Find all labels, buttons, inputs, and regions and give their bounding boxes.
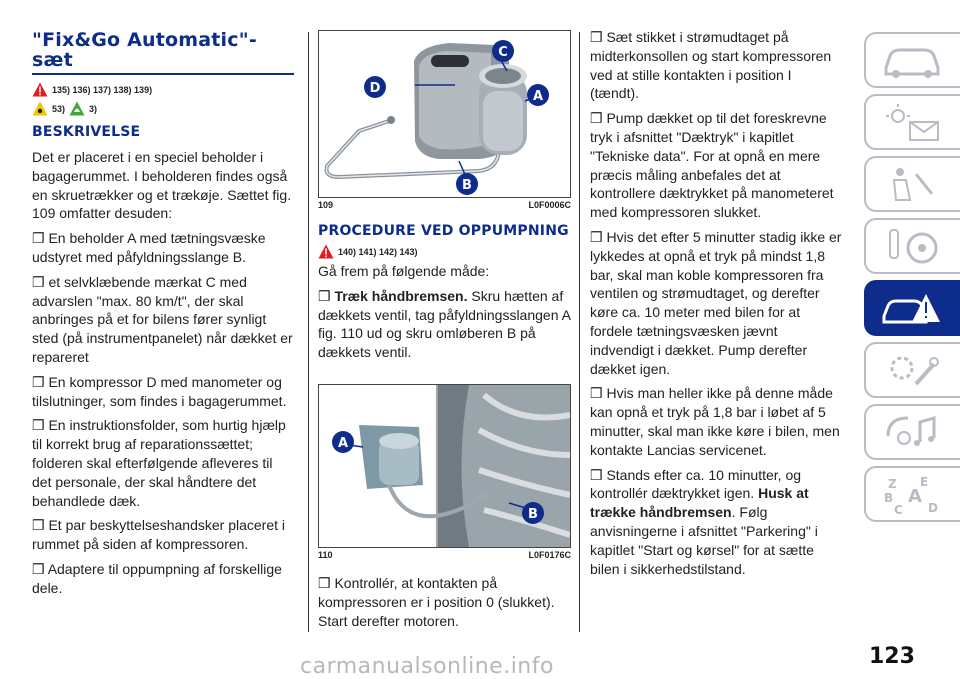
svg-text:D: D <box>369 81 381 96</box>
kit-item: ❒ et selvklæbende mærkat C med advarslen "max. 80 km/t", der skal anbringes på et for bilens fører synligt sted (på instrumentpanelet) når dækket er repareret <box>32 273 293 365</box>
warning-references-row <box>318 243 571 260</box>
chapter-tab-index[interactable] <box>864 466 960 522</box>
warning-refs: 135) 136) 137) 138) 139) <box>52 84 153 95</box>
svg-text:A: A <box>908 486 922 507</box>
key-steering-icon <box>880 226 944 268</box>
page-number: 123 <box>869 644 915 669</box>
chapter-tab-emergency[interactable] <box>864 280 960 336</box>
car-emergency-icon <box>880 288 944 330</box>
page-title: "Fix&Go Automatic"-sæt <box>32 29 257 71</box>
procedure-step: ❒ Hvis det efter 5 minutter stadig ikke er lykkedes at opnå et tryk på mindst 1,8 bar, skal man koble kompressoren fra ventilen og strømudtaget, og derefter køre ca. 10 meter med bilen for at fordele tætningsvæsken jævnt indvendigt i dækket. Pump derefter dækket igen. <box>590 228 842 377</box>
figure-number: 109 <box>318 200 334 210</box>
figure-109-caption <box>318 200 571 210</box>
kit-item: ❒ Adaptere til oppumpning af forskellige dele. <box>32 560 282 596</box>
kit-item: ❒ En kompressor D med manometer og tilslutninger, som findes i bagagerummet. <box>32 373 287 409</box>
svg-text:E: E <box>920 475 929 489</box>
column-left <box>32 30 294 604</box>
warning-triangle-icon <box>318 244 334 259</box>
figure-109 <box>318 30 571 198</box>
column-middle <box>318 30 571 636</box>
notice-triangle-icon <box>32 101 48 116</box>
chapter-tab-dashboard[interactable] <box>864 94 960 150</box>
kit-item: ❒ En beholder A med tætningsvæske udstyret med påfyldningsslange B. <box>32 230 266 265</box>
notice-references-row <box>32 100 294 117</box>
checkbox-bullet: ❒ <box>32 373 45 390</box>
section-heading-description: BESKRIVELSE <box>32 124 141 140</box>
svg-text:C: C <box>498 45 508 60</box>
kit-item: ❒ Et par beskyttelseshandsker placeret i rummet på siden af kompressoren. <box>32 517 286 553</box>
column-divider <box>308 32 309 632</box>
svg-text:A: A <box>337 435 349 451</box>
notice-refs-a: 53) <box>52 103 66 114</box>
column-divider <box>579 32 580 632</box>
warning-triangle-icon <box>32 82 48 97</box>
site-watermark: carmanualsonline.info <box>300 654 554 679</box>
chapter-tab-safety[interactable] <box>864 156 960 212</box>
svg-text:Z: Z <box>888 477 897 491</box>
checkbox-bullet: ❒ <box>590 228 603 245</box>
checkbox-bullet: ❒ <box>318 287 331 304</box>
chapter-tab-multimedia[interactable] <box>864 404 960 460</box>
figure-number: 110 <box>318 549 333 560</box>
checkbox-bullet: ❒ <box>32 560 45 577</box>
procedure-step: ❒ Pump dækket op til det foreskrevne tryk i afsnittet "Dæktryk" i kapitlet "Tekniske data". For at opnå en mere præcis måling anbefales det at kontrollere dæktrykket på manometeret med kompressoren slukket. <box>590 110 834 221</box>
warning-refs: 140) 141) 142) 143) <box>338 246 418 257</box>
procedure-step: ❒ Sæt stikket i strømudtaget på midterkonsollen og start kompressoren ved at stille kontakten i position I (tændt). <box>590 29 832 102</box>
notice-refs-b: 3) <box>89 103 98 114</box>
checkbox-bullet: ❒ <box>32 417 45 434</box>
airbag-seat-icon <box>880 164 944 206</box>
checkbox-bullet: ❒ <box>590 110 603 127</box>
warning-references-row <box>32 81 294 98</box>
figure-110 <box>318 384 571 548</box>
alphabet-index-icon <box>880 474 944 516</box>
checkbox-bullet: ❒ <box>318 574 331 591</box>
compressor-kit-illustration <box>319 31 570 197</box>
checkbox-bullet: ❒ <box>590 466 603 483</box>
description-intro: Det er placeret i en speciel beholder i bagagerummet. I beholderen findes også en skruetrækker og et trækøje. Sættet fig. 109 omfatter desuden: <box>32 149 292 222</box>
kit-item: ❒ En instruktionsfolder, som hurtig hjælp til korrekt brug af reparationssættet; folderen skal efterfølgende afleveres til det personale, der skal håndtere det behandlede dæk. <box>32 417 286 509</box>
svg-text:A: A <box>532 89 544 104</box>
svg-text:D: D <box>928 501 938 515</box>
title-underline <box>32 73 294 75</box>
service-wrench-icon <box>880 350 944 392</box>
procedure-step: ❒ Stands efter ca. 10 minutter, og kontrollér dæktrykket igen. Husk at trække håndbremsen. Følg anvisningerne i afsnittet "Parkering" i kapitlet "Start og kørsel" for at sætte bilen i sikkerhedstilstand. <box>590 466 818 577</box>
checkbox-bullet: ❒ <box>590 29 603 45</box>
svg-text:C: C <box>894 503 903 516</box>
chapter-tab-start-driving[interactable] <box>864 218 960 274</box>
checkbox-bullet: ❒ <box>590 385 603 402</box>
tyre-valve-illustration <box>319 385 570 547</box>
chapter-tab-service[interactable] <box>864 342 960 398</box>
media-icon <box>880 412 944 454</box>
figure-110-caption <box>318 550 571 560</box>
procedure-step: ❒ Kontrollér, at kontakten på kompressoren er i position 0 (slukket). Start derefter motoren. <box>318 574 555 629</box>
section-heading-procedure: PROCEDURE VED OPPUMPNING <box>318 223 569 239</box>
svg-text:B: B <box>528 506 538 522</box>
procedure-intro: Gå frem på følgende måde: <box>318 263 490 279</box>
checkbox-bullet: ❒ <box>32 230 45 247</box>
figure-code: L0F0176C <box>528 549 571 560</box>
environment-triangle-icon <box>69 101 85 116</box>
svg-text:B: B <box>462 178 472 193</box>
checkbox-bullet: ❒ <box>32 517 45 534</box>
procedure-step: ❒ Hvis man heller ikke på denne måde kan opnå et tryk på 1,8 bar i løbet af 5 minutter, skal man ikke køre i bilen, men kontakte Lancias servicenet. <box>590 385 840 458</box>
figure-code: L0F0006C <box>528 200 571 210</box>
chapter-tab-car[interactable] <box>864 32 960 88</box>
procedure-step: ❒ Træk håndbremsen. Skru hætten af dækkets ventil, tag påfyldningsslangen A fig. 110 ud og skru omløberen B på dækkets ventil. <box>318 287 571 361</box>
svg-text:B: B <box>884 491 894 505</box>
car-icon <box>880 40 944 82</box>
dashboard-lights-icon <box>880 102 944 144</box>
column-right <box>590 28 844 584</box>
checkbox-bullet: ❒ <box>32 273 45 290</box>
